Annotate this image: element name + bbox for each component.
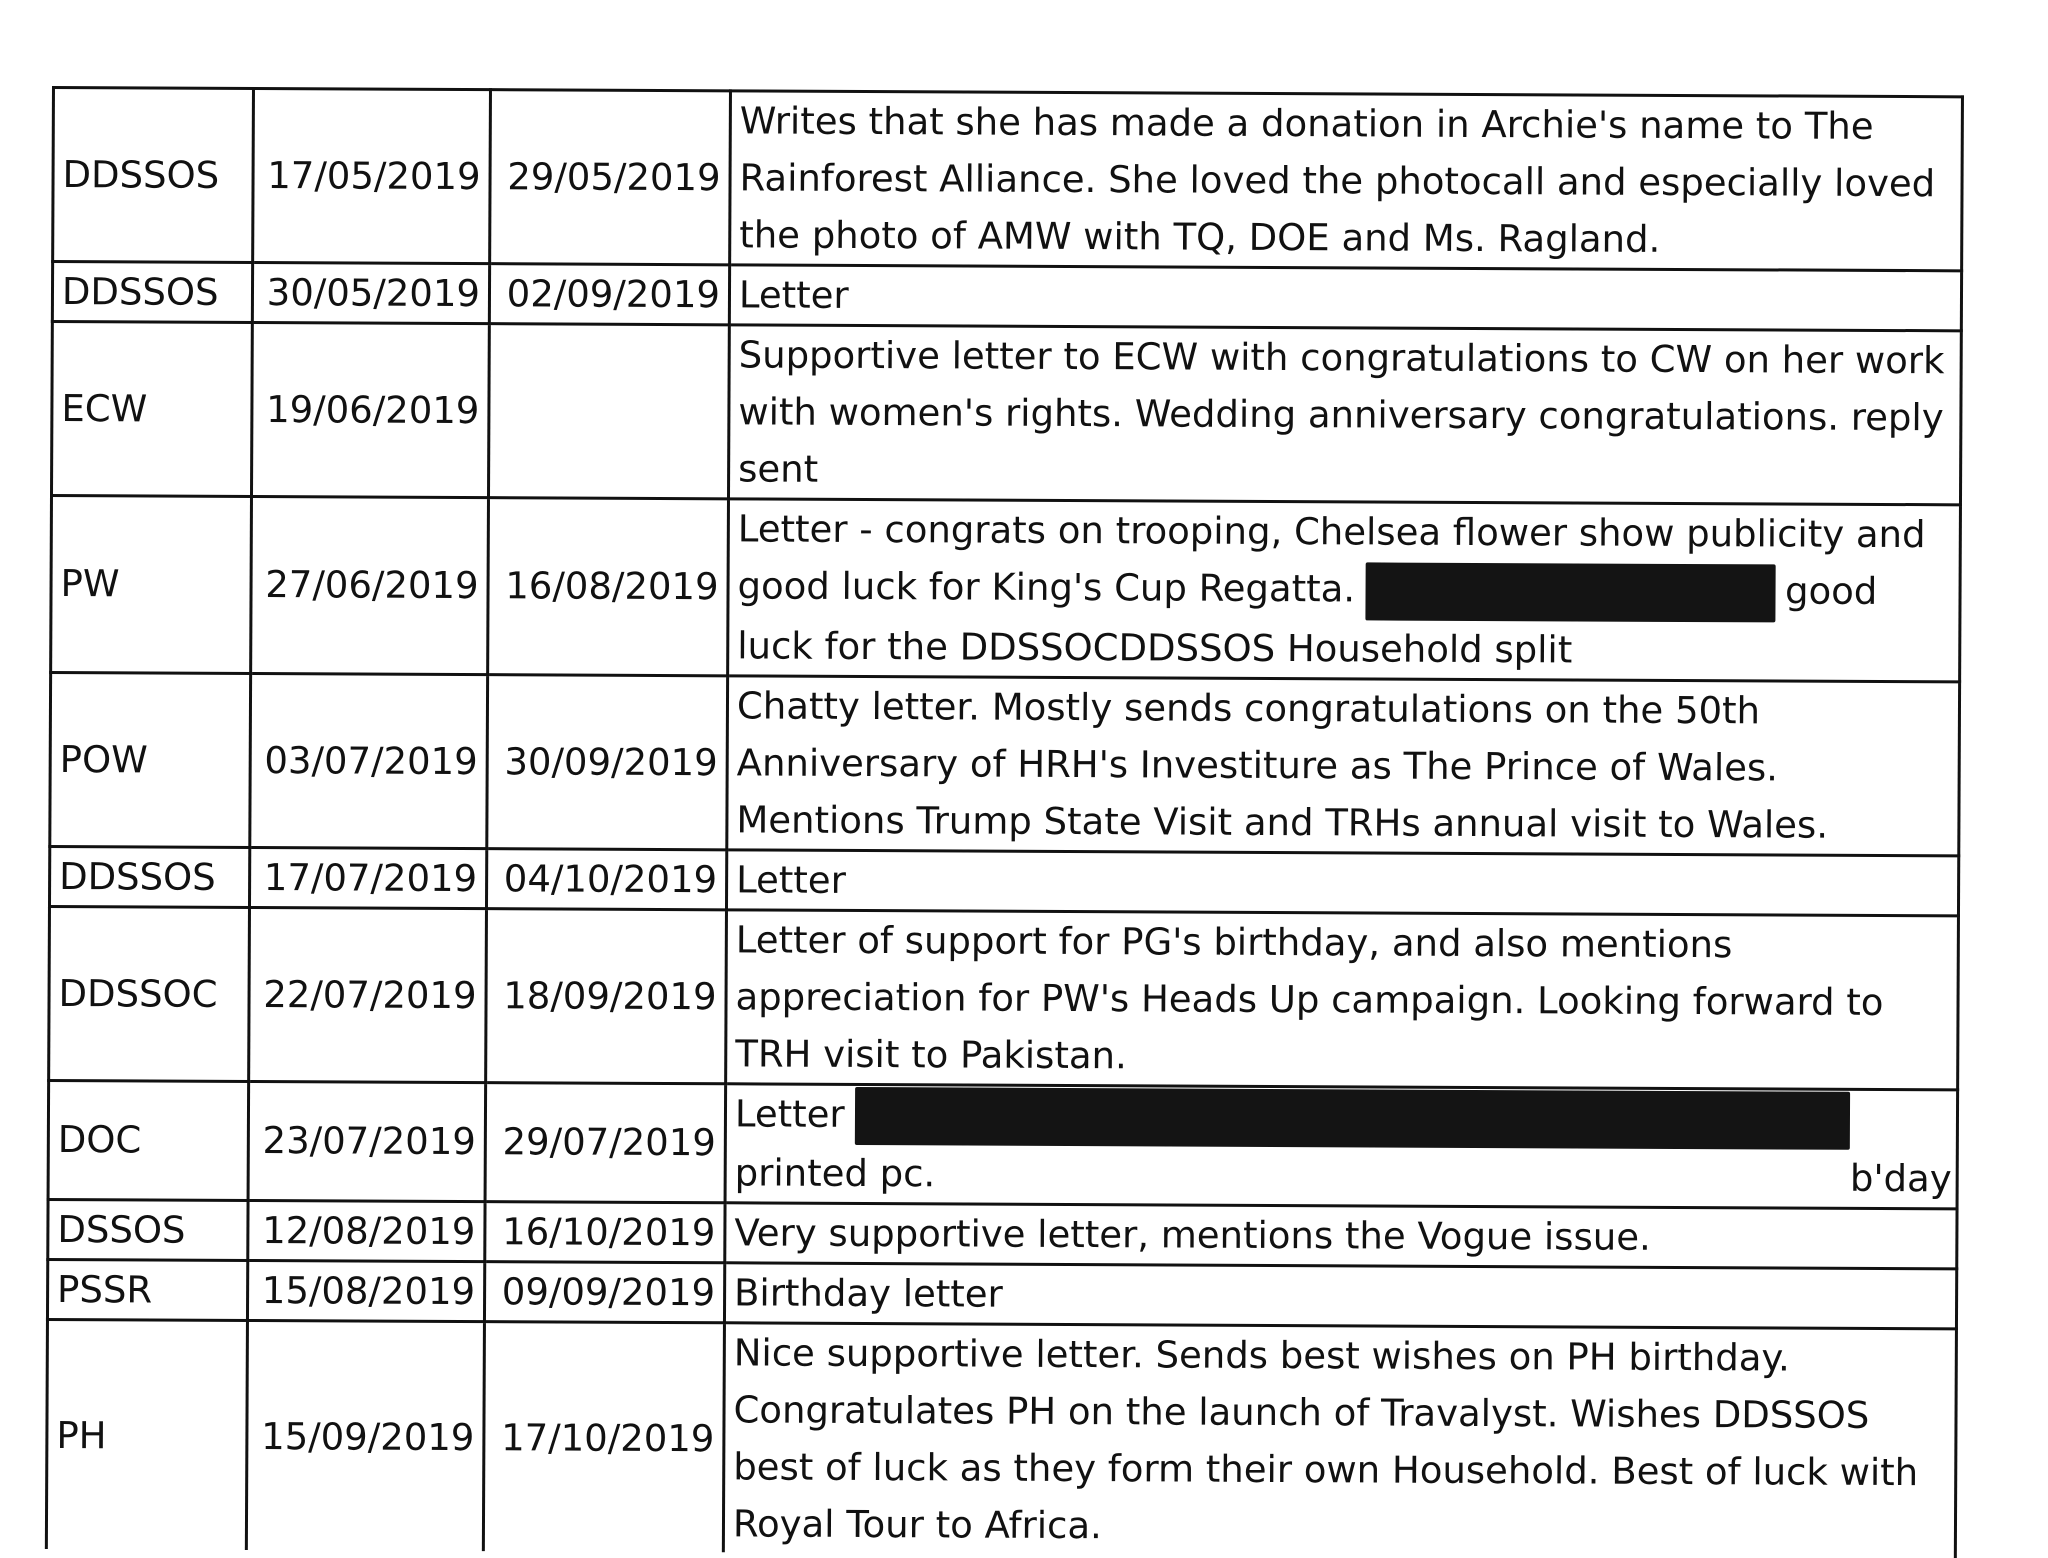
redaction-block [855, 1087, 1850, 1150]
summary-cell: Letter [729, 265, 1961, 331]
redaction-block [1365, 562, 1775, 622]
summary-cell [728, 499, 1961, 682]
table-row [48, 1199, 1957, 1268]
summary-text: Letter [734, 1091, 845, 1136]
table-row [53, 88, 1963, 271]
summary-cell: Chatty letter. Mostly sends congratulations on the 50th Anniversary of HRH's Investiture as The Prince of Wales. Mentions Trump State Visit and TRHs annual visit to Wales. [727, 675, 1960, 855]
summary-text: Letter - congrats on trooping, Chelsea flower show publicity and good luck for King's Cup Regatta. [737, 507, 1926, 611]
summary-cell: Supportive letter to ECW with congratulations to CW on her work with women's rights. Wedding anniversary congratulations. reply sent [728, 325, 1961, 505]
received-date-cell: 23/07/2019 [248, 1081, 486, 1202]
sender-cell: DDSSOS [52, 262, 252, 323]
received-date-cell: 03/07/2019 [250, 673, 488, 848]
sender-cell: PW [51, 496, 252, 673]
received-date-cell: 30/05/2019 [252, 262, 489, 323]
received-date-cell: 12/08/2019 [248, 1200, 485, 1261]
received-date-cell: 22/07/2019 [249, 907, 487, 1082]
summary-cell: Letter of support for PG's birthday, and also mentions appreciation for PW's Heads Up campaign. Looking forward to TRH visit to Pakistan. [726, 909, 1959, 1089]
reply-date-cell: 29/05/2019 [490, 90, 731, 265]
reply-date-cell: 09/09/2019 [484, 1262, 724, 1323]
table-row [51, 322, 1961, 505]
received-date-cell: 17/05/2019 [253, 88, 491, 263]
reply-date-cell: 16/08/2019 [488, 498, 729, 676]
summary-text-continued: printed pc. [734, 1151, 936, 1196]
reply-date-cell: 04/10/2019 [486, 848, 726, 909]
reply-date-cell: 30/09/2019 [487, 674, 728, 849]
reply-date-cell: 18/09/2019 [486, 908, 727, 1083]
sender-cell: ECW [51, 322, 252, 497]
received-date-cell: 15/08/2019 [247, 1260, 484, 1321]
sender-cell: POW [50, 672, 251, 847]
reply-date-cell [488, 324, 729, 499]
reply-date-cell: 16/10/2019 [485, 1202, 725, 1263]
sender-cell: DOC [48, 1080, 249, 1200]
summary-text-continued: good luck for the DDSSOCDDSSOS Household split [737, 569, 1878, 671]
summary-cell: Letter [726, 849, 1958, 915]
summary-cell: Nice supportive letter. Sends best wishes on PH birthday. Congratulates PH on the launch of Travalyst. Wishes DDSSOS best of luck as they form their own Household. Best of luck with Royal Tour to Africa. [723, 1323, 1956, 1558]
received-date-cell: 27/06/2019 [251, 496, 489, 674]
table-row [48, 1080, 1958, 1209]
sender-cell: DDSSOS [53, 88, 254, 263]
table-row [46, 1319, 1956, 1558]
summary-cell [725, 1083, 1958, 1209]
reply-date-cell: 17/10/2019 [483, 1322, 724, 1553]
table-row [50, 672, 1960, 855]
summary-cell: Birthday letter [724, 1263, 1956, 1329]
reply-date-cell: 02/09/2019 [489, 264, 729, 325]
table-row [49, 846, 1958, 915]
sender-cell: DSSOS [48, 1199, 248, 1260]
table-row [49, 906, 1959, 1089]
received-date-cell: 19/06/2019 [251, 322, 489, 497]
summary-cell: Writes that she has made a donation in Archie's name to The Rainforest Alliance. She loved the photocall and especially loved the photo of AMW with TQ, DOE and Ms. Ragland. [730, 91, 1963, 271]
summary-cell: Very supportive letter, mentions the Vogue issue. [725, 1203, 1957, 1269]
correspondence-table [45, 86, 1964, 1558]
summary-text-right: b'day [1849, 1156, 1952, 1201]
reply-date-cell: 29/07/2019 [485, 1082, 726, 1203]
sender-cell: PSSR [47, 1259, 247, 1320]
table-row [47, 1259, 1956, 1328]
received-date-cell: 17/07/2019 [249, 847, 486, 908]
table-row [51, 496, 1961, 682]
received-date-cell: 15/09/2019 [246, 1320, 484, 1551]
sender-cell: PH [46, 1319, 247, 1549]
sender-cell: DDSSOC [49, 906, 250, 1081]
sender-cell: DDSSOS [49, 846, 249, 907]
table-row [52, 262, 1961, 331]
